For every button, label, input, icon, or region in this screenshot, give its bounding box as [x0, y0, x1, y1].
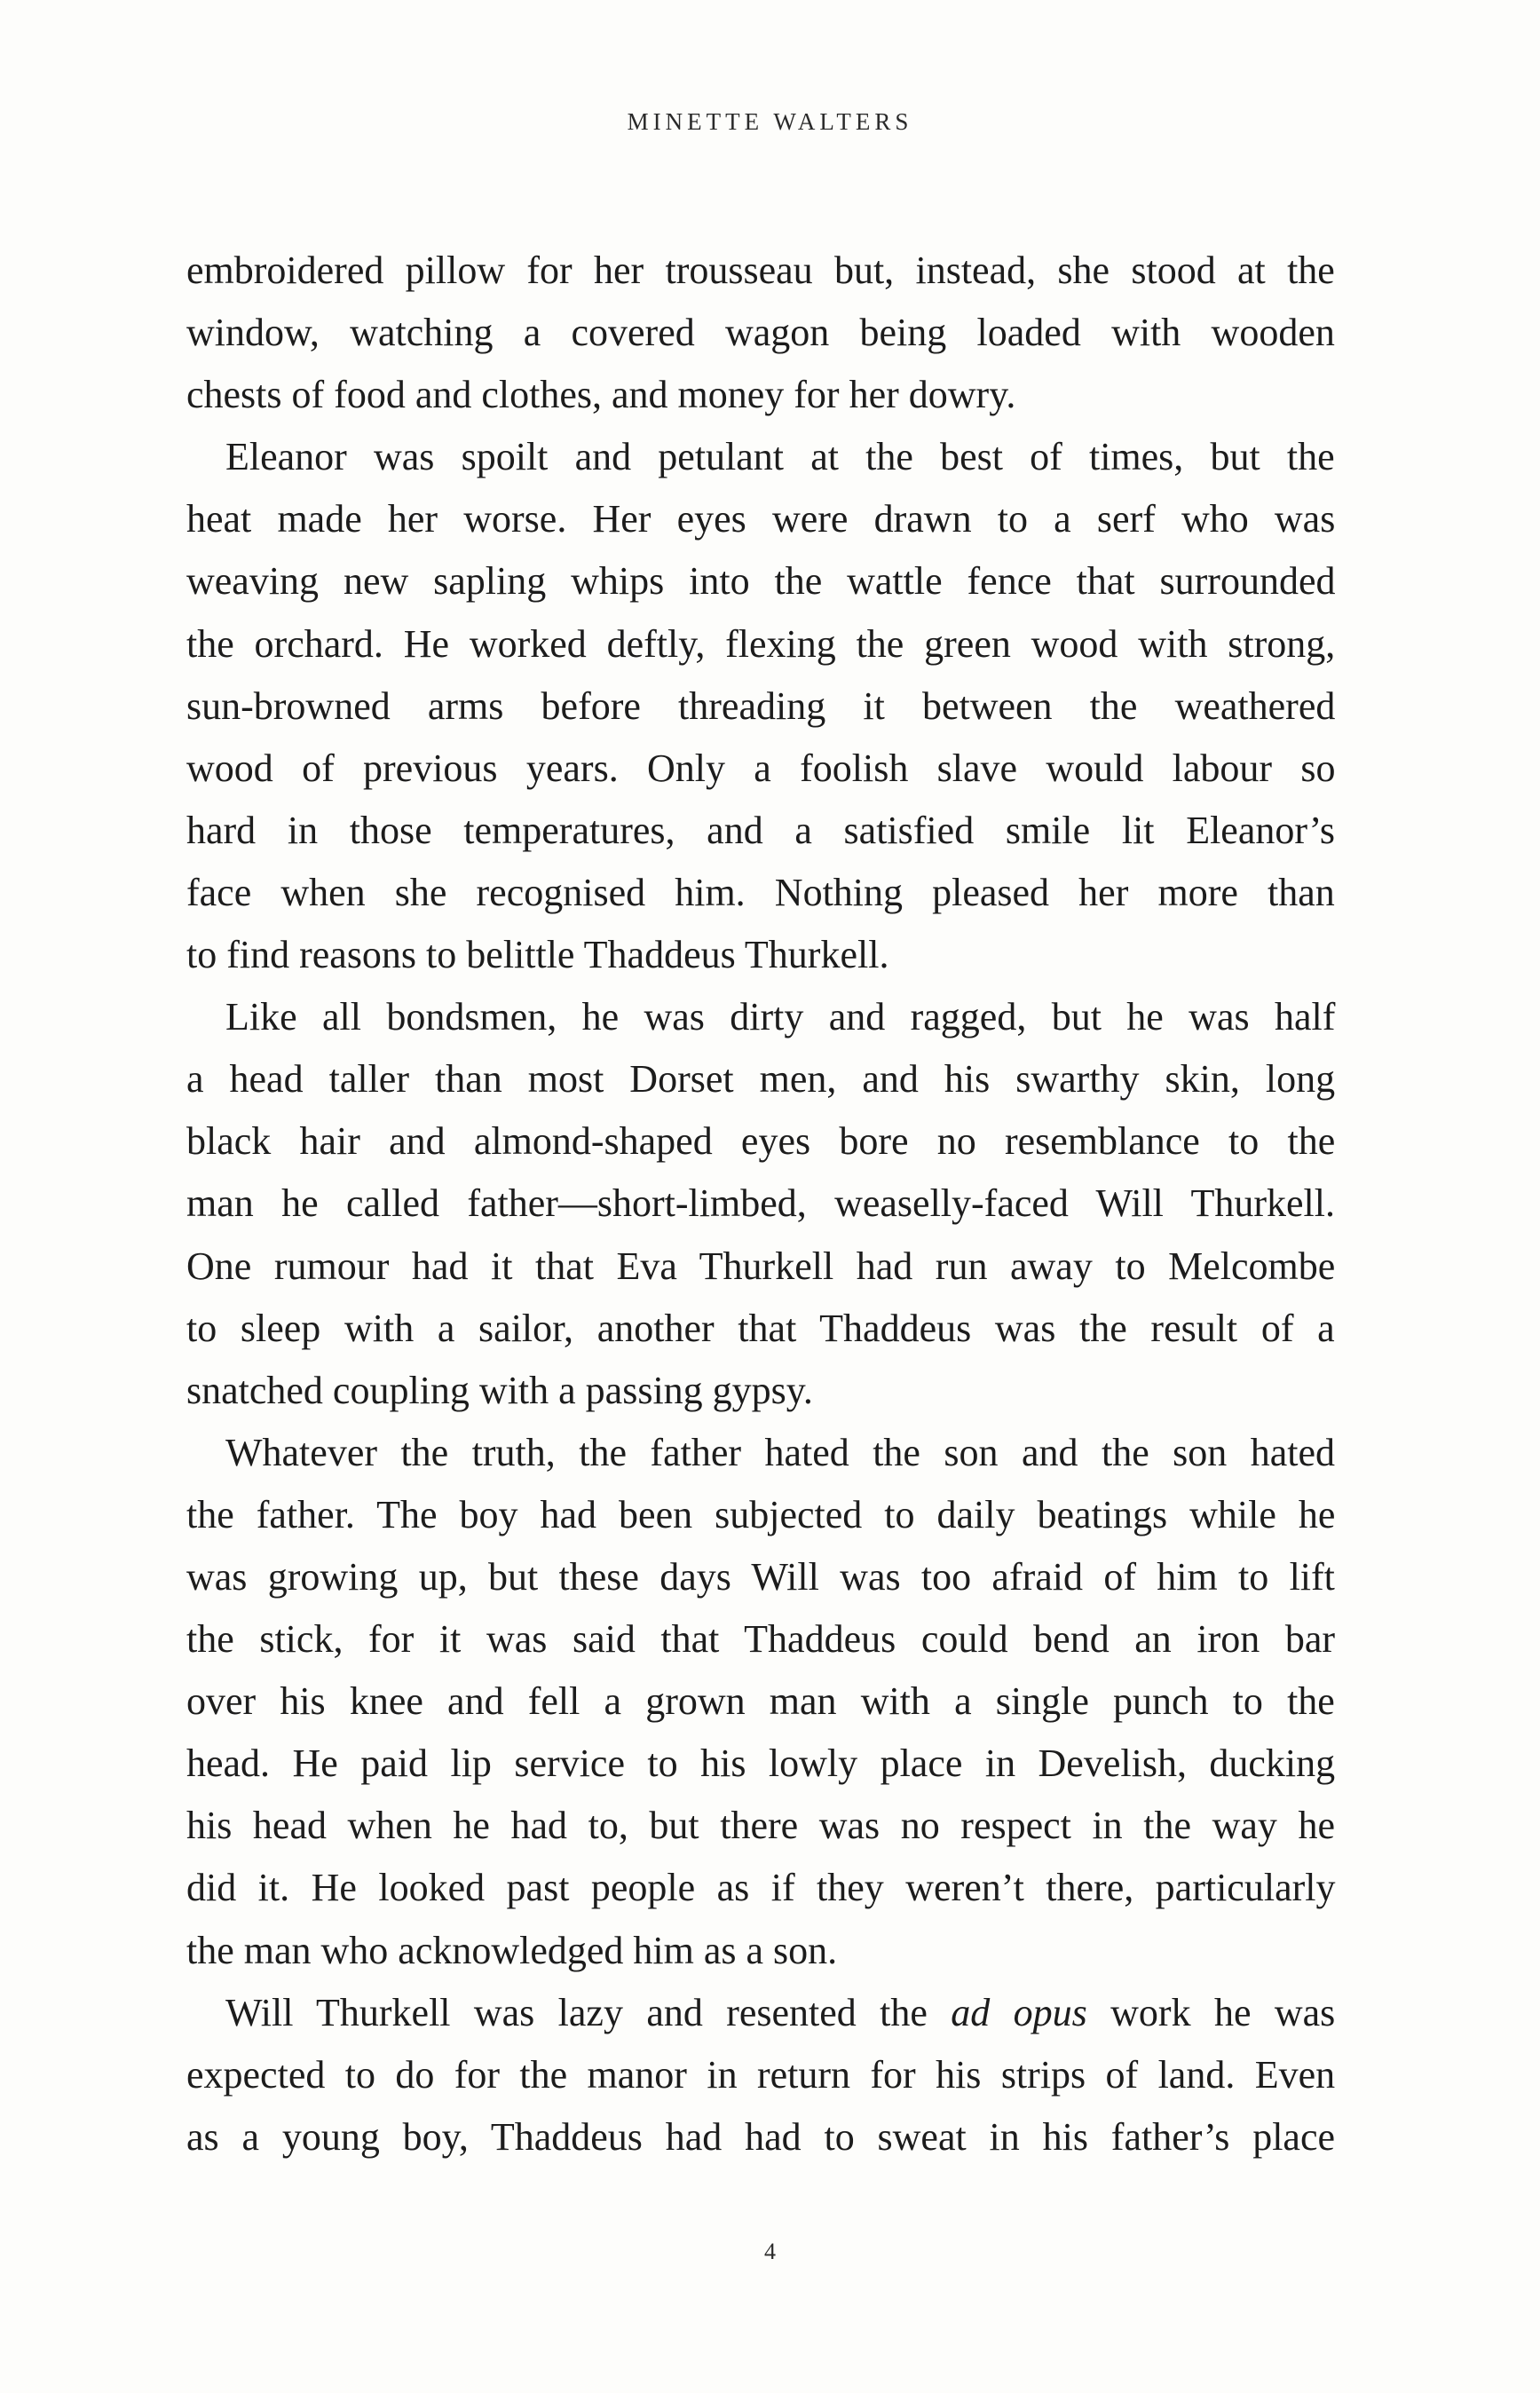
text-line: heat made her worse. Her eyes were drawn to a serf who was [186, 497, 1336, 541]
text-line: One rumour had it that Eva Thurkell had run away to Melcombe [186, 1244, 1336, 1288]
italic-text: ad opus [951, 1990, 1087, 2034]
text-line: the father. The boy had been subjected to daily beatings while he [186, 1492, 1336, 1536]
text-line: as a young boy, Thaddeus had had to sweat in his father’s place [186, 2114, 1336, 2159]
text-line: sun-browned arms before threading it between the weathered [186, 683, 1336, 728]
text-line: over his knee and fell a grown man with a single punch to the [186, 1679, 1335, 1724]
text-line: his head when he had to, but there was no respect in the way he [186, 1804, 1335, 1848]
text-line: the orchard. He worked deftly, flexing the green wood with strong, [186, 621, 1336, 666]
paragraph [186, 426, 1335, 986]
paragraph [186, 986, 1335, 1422]
text-line: wood of previous years. Only a foolish slave would labour so [186, 746, 1336, 790]
body-text [186, 240, 1335, 2168]
paragraph [186, 240, 1335, 426]
text-line: hard in those temperatures, and a satisfied smile lit Eleanor’s [186, 808, 1335, 852]
text-line: the man who acknowledged him as a son. [186, 1928, 838, 1972]
text-line: window, watching a covered wagon being loaded with wooden [186, 311, 1335, 355]
text-line: was growing up, but these days Will was too afraid of him to lift [186, 1554, 1335, 1599]
text-line: Whatever the truth, the father hated the son and the son hated [225, 1430, 1336, 1474]
text-line: embroidered pillow for her trousseau but, instead, she stood at the [186, 249, 1335, 292]
paragraph [186, 1422, 1335, 1982]
text-line: man he called father—short-limbed, weaselly-faced Will Thurkell. [186, 1181, 1335, 1226]
text-line: did it. He looked past people as if they weren’t there, particularly [186, 1866, 1336, 1910]
text-line: snatched coupling with a passing gypsy. [186, 1368, 813, 1412]
text-run: work he was [1086, 1990, 1336, 2034]
text-line: Eleanor was spoilt and petulant at the best of times, but the [225, 435, 1335, 479]
text-line: Like all bondsmen, he was dirty and ragged, but he was half [225, 995, 1336, 1039]
text-line: to sleep with a sailor, another that Thaddeus was the result of a [186, 1306, 1335, 1350]
text-line: to find reasons to belittle Thaddeus Thurkell. [186, 933, 889, 977]
text-line: face when she recognised him. Nothing pleased her more than [186, 870, 1335, 914]
text-run: Will Thurkell was lazy and resented the [225, 1990, 952, 2034]
text-line: black hair and almond-shaped eyes bore no resemblance to the [186, 1119, 1336, 1164]
paragraph [186, 1982, 1335, 2168]
text-line: expected to do for the manor in return for his strips of land. Even [186, 2052, 1336, 2097]
text-line: weaving new sapling whips into the wattle fence that surrounded [186, 559, 1336, 604]
text-line: head. He paid lip service to his lowly place in Develish, ducking [186, 1741, 1336, 1786]
page-number: 4 [764, 2239, 776, 2264]
text-line [186, 1982, 1335, 2044]
text-line: a head taller than most Dorset men, and his swarthy skin, long [186, 1057, 1336, 1102]
text-line: chests of food and clothes, and money for her dowry. [186, 373, 1016, 417]
running-head: MINETTE WALTERS [627, 108, 913, 135]
text-line: the stick, for it was said that Thaddeus could bend an iron bar [186, 1617, 1336, 1662]
